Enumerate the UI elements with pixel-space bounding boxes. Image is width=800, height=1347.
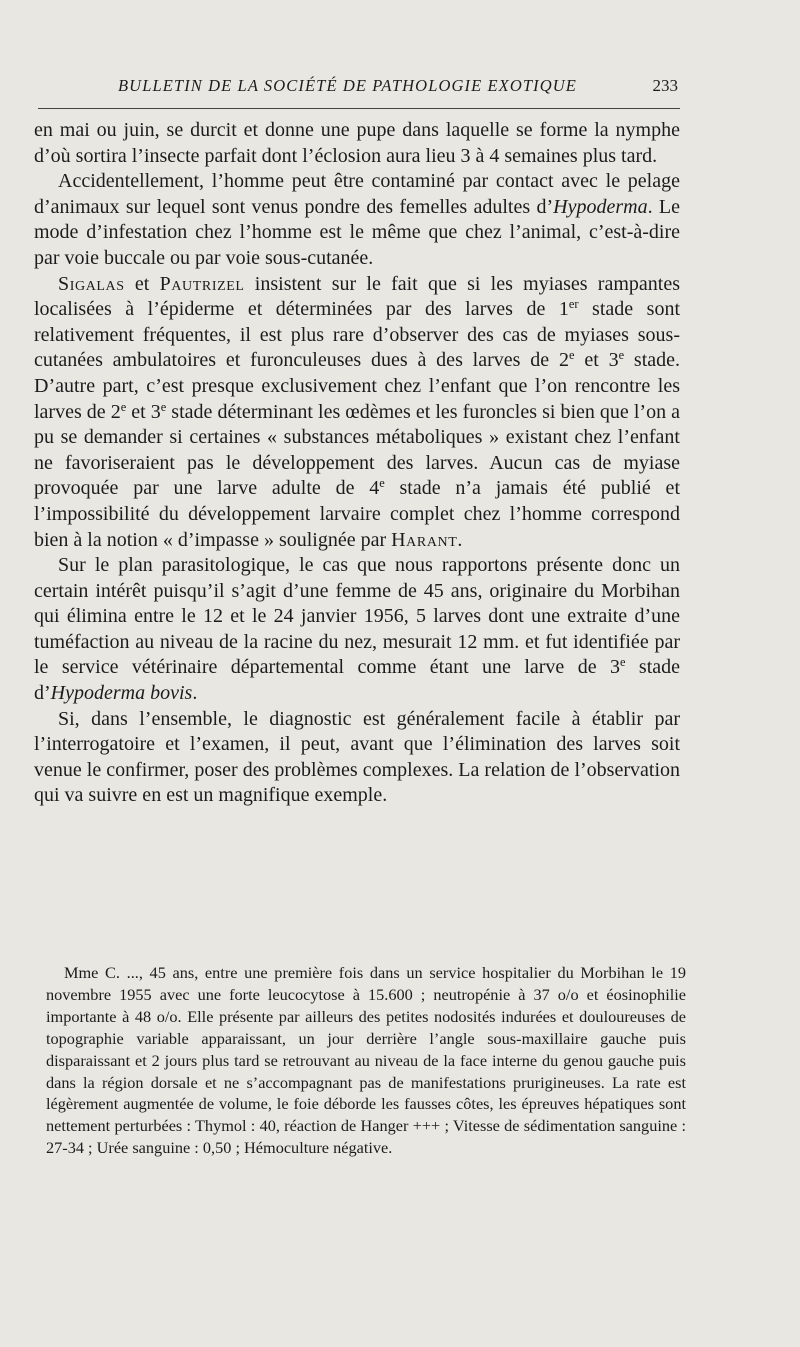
header-rule [38, 108, 680, 109]
author-pautrizel: Pautrizel [159, 272, 245, 295]
species-name: Hypoderma bovis [50, 682, 193, 705]
paragraph-2: Accidentellement, l’homme peut être contaminé par contact avec le pelage d’animaux sur lequel sont venus pondre des femelles adultes d’Hypoderma. Le mode d’infestation chez l’homme est le même que chez l’animal, c’est-à-dire par voie buccale ou par voie sous-cutanée. [34, 170, 681, 269]
paragraph-3: Sigalas et Pautrizel insistent sur le fait que si les myiases rampantes localisées à l’épiderme et déterminées par des larves de 1er stade sont relativement fréquentes, il est plus rare d’observer des cas de myiases sous-cutanées ambulatoires et furonculeuses dues à des larves de 2e et 3e stade. D’autre part, c’est presque exclusivement chez l’enfant que l’on rencontre les larves de 2e et 3e stade déterminant les œdèmes et les furoncles si bien que l’on a pu se demander si certaines « substances métaboliques » existant chez l’enfant ne favoriseraient pas le développement des larves. Aucun cas de myiase provoquée par une larve adulte de 4e stade n’a jamais été publié et l’impossibilité du développement larvaire complet chez l’homme correspond bien à la notion « d’impasse » soulignée par Harant. [34, 272, 681, 551]
paragraph-4: Sur le plan parasitologique, le cas que nous rapportons présente donc un certain intérêt puisqu’il s’agit d’une femme de 45 ans, originaire du Morbihan qui élimina entre le 12 et le 24 janvier 1956, 5 larves dont une extraite d’une tuméfaction au niveau de la racine du nez, mesurait 12 mm. et fut identifiée par le service vétérinaire départemental comme étant une larve de 3e stade d’Hypoderma bovis. [34, 554, 681, 705]
running-title: BULLETIN DE LA SOCIÉTÉ DE PATHOLOGIE EXOTIQUE [118, 76, 577, 95]
case-report [46, 962, 686, 1159]
paragraph-5: Si, dans l’ensemble, le diagnostic est généralement facile à établir par l’interrogatoire et l’examen, il peut, avant que l’élimination des larves soit venue le confirmer, poser des problèmes complexes. La relation de l’observation qui va suivre en est un magnifique exemple. [34, 707, 680, 807]
page-number: 233 [652, 76, 678, 95]
author-harant: Harant [391, 528, 458, 551]
page-header [38, 76, 678, 102]
case-report-text: Mme C. ..., 45 ans, entre une première fois dans un service hospitalier du Morbihan le 19 novembre 1955 avec une forte leucocytose à 15.600 ; neutropénie à 37 o/o et éosinophilie importante à 48 o/o. Elle présente par ailleurs des petites nodosités indurées et douloureuses de topographie variable apparaissant, un jour derrière l’angle sous-maxillaire gauche puis disparaissant et 2 jours plus tard se retrouvant au niveau de la face interne du genou gauche puis dans la région dorsale et ne s’accompagnant pas de manifestations prurigineuses. La rate est légèrement augmentée de volume, le foie déborde les fausses côtes, les épreuves hépatiques sont nettement perturbées : Thymol : 40, réaction de Hanger +++ ; Vitesse de sédimentation sanguine : 27-34 ; Urée sanguine : 0,50 ; Hémoculture négative. [46, 963, 686, 1158]
author-sigalas: Sigalas [58, 272, 125, 295]
paragraph-1: en mai ou juin, se durcit et donne une pupe dans laquelle se forme la nymphe d’où sortira l’insecte parfait dont l’éclosion aura lieu 3 à 4 semaines plus tard. [34, 119, 680, 167]
body-text [34, 118, 680, 809]
genus-name: Hypoderma [553, 195, 648, 218]
